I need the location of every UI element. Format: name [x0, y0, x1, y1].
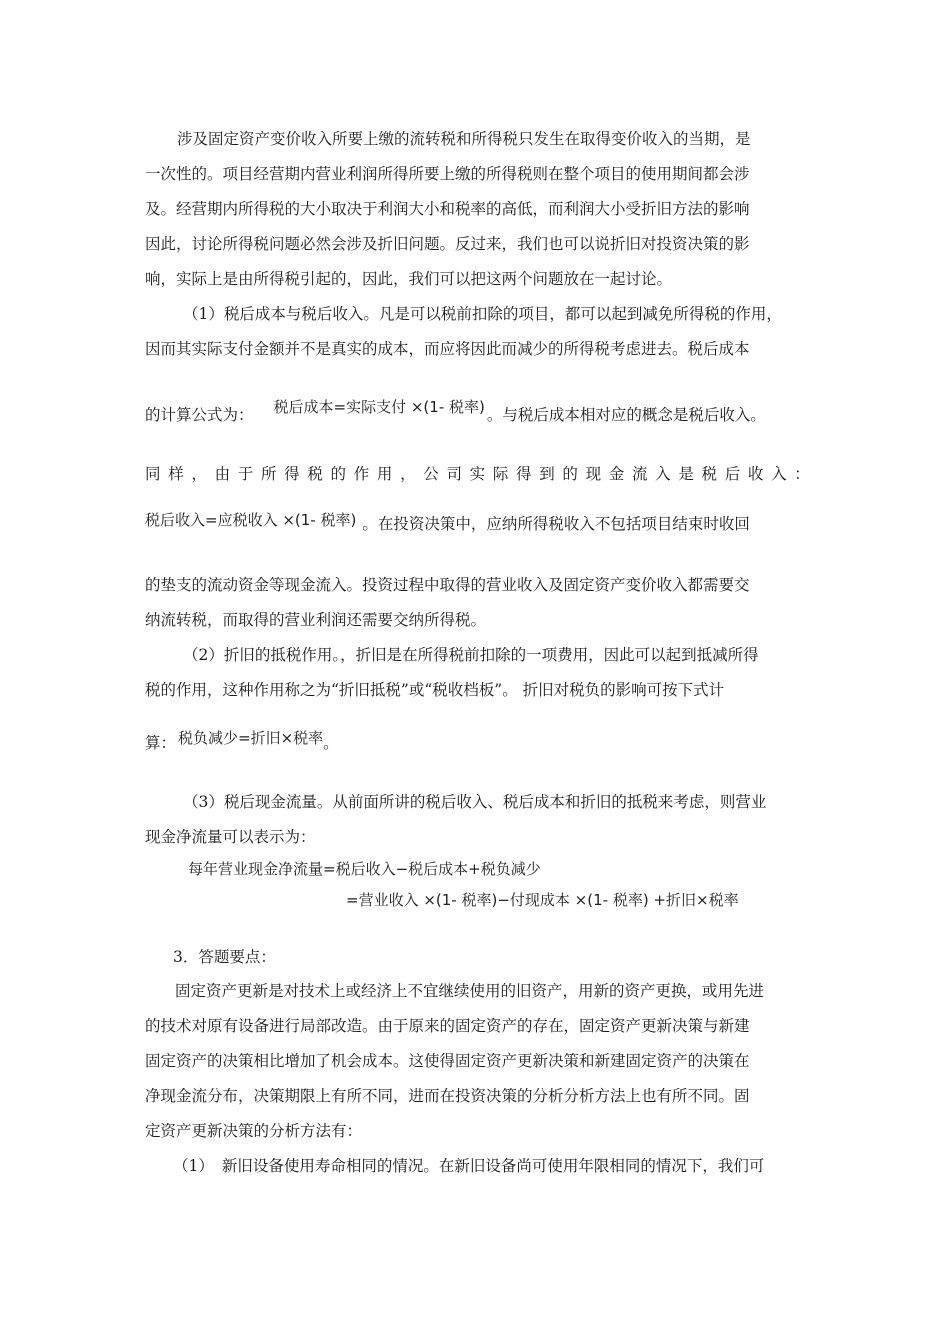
section1-line-2: 因而其实际支付金额并不是真实的成本，而应将因此而减少的所得税考虑进去。税后成本	[145, 340, 750, 358]
char: 入	[655, 465, 671, 483]
section1-line-4	[145, 463, 810, 485]
intro-line-2: 一次性的。项目经营期内营业利润所得所要上缴的所得税则在整个项目的使用期间都会涉	[145, 165, 750, 183]
formula-after-tax-cost: 税后成本=实际支付 ×(1- 税率)	[273, 398, 485, 416]
char: 所	[260, 465, 277, 483]
char: ，	[191, 465, 207, 483]
char: 司	[446, 465, 462, 483]
char: ，	[400, 465, 416, 483]
intro-line-3: 及。经营期内所得税的大小取决于利润大小和税率的高低，而利润大小受折旧方法的影响	[145, 200, 750, 218]
intro-line-4: 因此，讨论所得税问题必然会涉及折旧问题。反过来，我们也可以说折旧对投资决策的影	[145, 235, 750, 253]
char: 是	[678, 465, 694, 483]
section1-line-5	[145, 513, 810, 535]
section1-line-3-tail: 。与税后成本相对应的概念是税后收入。	[486, 406, 766, 424]
answer-item-number: （1）	[173, 1157, 214, 1175]
formula-tax-reduction: 税负减少=折旧×税率	[178, 729, 324, 747]
answer-line-2: 的技术对原有设备进行局部改造。由于原来的固定资产的存在，固定资产更新决策与新建	[145, 1017, 750, 1035]
section2-line-2: 税的作用，这种作用称之为“折旧抵税”或“税收档板”。 折旧对税负的影响可按下式计	[145, 681, 725, 699]
char: 金	[608, 465, 625, 483]
char: 收	[747, 465, 764, 483]
section3-line-1: （3）税后现金流量。从前面所讲的税后收入、税后成本和折旧的抵税来考虑，则营业	[183, 793, 767, 811]
char: 作	[353, 465, 370, 483]
char: 现	[585, 465, 602, 483]
section2-line-3-tail: 。	[323, 734, 339, 752]
section1-line-3	[145, 398, 810, 426]
answer-line-1: 固定资产更新是对技术上或经济上不宜继续使用的旧资产，用新的资产更换，或用先进	[175, 982, 765, 1000]
char: 公	[423, 465, 439, 483]
answer-line-4: 净现金流分布，决策期限上有所不同，进而在投资决策的分析分析方法上也有所不同。固	[145, 1087, 750, 1105]
section1-line-1: （1）税后成本与税后收入。凡是可以税前扣除的项目，都可以起到减免所得税的作用，	[183, 305, 782, 323]
char: 流	[631, 465, 648, 483]
char: 的	[330, 465, 347, 483]
char: 税	[307, 465, 323, 483]
char: 入	[771, 465, 787, 483]
formula-operating-cash-flow-2: =营业收入 ×(1- 税率)−付现成本 ×(1- 税率) +折旧×税率	[346, 891, 739, 909]
section2-line-3	[145, 729, 810, 754]
char: 得	[284, 465, 300, 483]
char: 到	[539, 465, 555, 483]
char: 同	[145, 465, 161, 483]
char: 得	[516, 465, 532, 483]
answer-line-5: 定资产更新决策的分析方法有：	[145, 1122, 363, 1140]
section1-line-3-text: 的计算公式为：	[145, 406, 254, 424]
char: 际	[492, 465, 509, 483]
char: ：	[794, 465, 810, 483]
section3-line-2: 现金净流量可以表示为：	[145, 828, 316, 846]
char: 于	[237, 465, 254, 483]
char: 用	[376, 465, 393, 483]
intro-line-1: 涉及固定资产变价收入所要上缴的流转税和所得税只发生在取得变价收入的当期，是	[177, 130, 751, 148]
formula-operating-cash-flow-1: 每年营业现金净流量=税后收入−税后成本+税负减少	[188, 860, 541, 878]
section1-line-6: 的垫支的流动资金等现金流入。投资过程中取得的营业收入及固定资产变价收入都需要交	[145, 576, 750, 594]
char: 由	[214, 465, 231, 483]
answer-line-6	[173, 1155, 810, 1177]
char: 后	[724, 465, 741, 483]
char: 的	[562, 465, 578, 483]
formula-after-tax-income: 税后收入=应税收入 ×(1- 税率)	[145, 511, 357, 529]
answer-item-text: 新旧设备使用寿命相同的情况。在新旧设备尚可使用年限相同的情况下，我们可	[221, 1157, 765, 1175]
section2-line-3-text: 算：	[145, 734, 177, 752]
answer-heading: 3．答题要点：	[173, 948, 276, 966]
char: 税	[701, 465, 718, 483]
char: 样	[168, 465, 184, 483]
answer-line-3: 固定资产的决策相比增加了机会成本。这使得固定资产更新决策和新建固定资产的决策在	[145, 1052, 750, 1070]
section1-line-7: 纳流转税，而取得的营业利润还需要交纳所得税。	[145, 611, 487, 629]
section2-line-1: （2）折旧的抵税作用。，折旧是在所得税前扣除的一项费用，因此可以起到抵减所得	[183, 646, 759, 664]
section1-line-5-text: 。在投资决策中，应纳所得税收入不包括项目结束时收回	[362, 515, 750, 533]
intro-line-5: 响，实际上是由所得税引起的，因此，我们可以把这两个问题放在一起讨论。	[145, 270, 673, 288]
char: 实	[469, 465, 486, 483]
